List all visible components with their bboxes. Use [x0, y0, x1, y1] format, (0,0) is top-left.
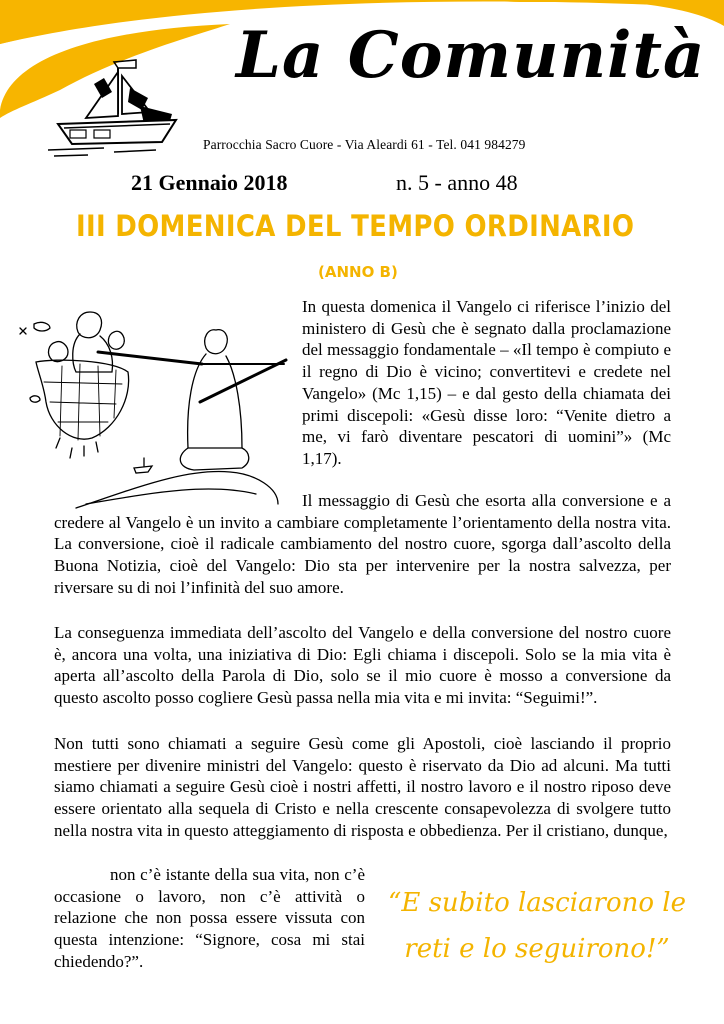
- article-subheadline: (ANNO B): [318, 263, 398, 281]
- article-headline: III DOMENICA DEL TEMPO ORDINARIO: [76, 210, 635, 244]
- fishers-of-men-illustration: [16, 298, 298, 510]
- issue-number: n. 5 - anno 48: [396, 170, 518, 195]
- pull-quote: “E subito lasciarono le reti e lo seguirono!”: [388, 888, 686, 964]
- masthead-title: La Comunità: [236, 18, 706, 93]
- article-paragraph-4: Non tutti sono chiamati a seguire Gesù come gli Apostoli, cioè lasciando il proprio mestiere per divenire ministri del Vangelo: questo è riservato da Dio ad alcuni. Ma tutti siamo chiamati a seguire Gesù cioè i nostri affetti, il nostro lavoro e il nostro riposo deve essere orientato alla sequela di Cristo e nella crescente consapevolezza di svolgere tutto nella nostra vita in questo atteggiamento di risposta e obbedienza. Per il cristiano, dunque,: [54, 734, 671, 840]
- parish-address-line: Parrocchia Sacro Cuore - Via Aleardi 61 - Tel. 041 984279: [203, 137, 526, 152]
- article-paragraph-5: non c’è istante della sua vita, non c’è occasione o lavoro, non c’è attività o relazione che non possa essere vissuta con questa intenzione: “Signore, cosa mi stai chiedendo?”.: [54, 865, 365, 971]
- issue-date: 21 Gennaio 2018: [131, 170, 288, 195]
- article-paragraph-3: La conseguenza immediata dell’ascolto del Vangelo e della conversione del nostro cuore è, ancora una volta, una iniziativa di Dio: Egli chiama i discepoli. Solo se la mia vita è aperta all’ascolto della Parola di Dio, solo se il mio cuore è mosso a conversione da questo ascolto posso cogliere Gesù passa nella mia vita e mi invita: “Seguimi!”.: [54, 623, 671, 708]
- article-paragraph-1: In questa domenica il Vangelo ci riferisce l’inizio del ministero di Gesù che è segnato dalla proclamazione del messaggio fondamentale – «Il tempo è compiuto e il regno di Dio è vicino; convertitevi e credete nel Vangelo» (Mc 1,15) – e dal gesto della chiamata dei primi discepoli: «Gesù disse loro: “Venite dietro a me, vi farò diventare pescatori di uomini”» (Mc 1,17).: [302, 297, 671, 468]
- article-paragraph-2: Il messaggio di Gesù che esorta alla conversione e a credere al Vangelo è un invito a cambiare completamente l’orientamento della nostra vita. La conversione, cioè il radicale cambiamento del nostro cuore, sgorga dall’ascolto della Buona Notizia, cioè del Vangelo: Dio sta per intervenire per la nostra salvezza, per riversare su di noi l’infinità del suo amore.: [54, 491, 671, 597]
- boat-logo: [44, 58, 194, 158]
